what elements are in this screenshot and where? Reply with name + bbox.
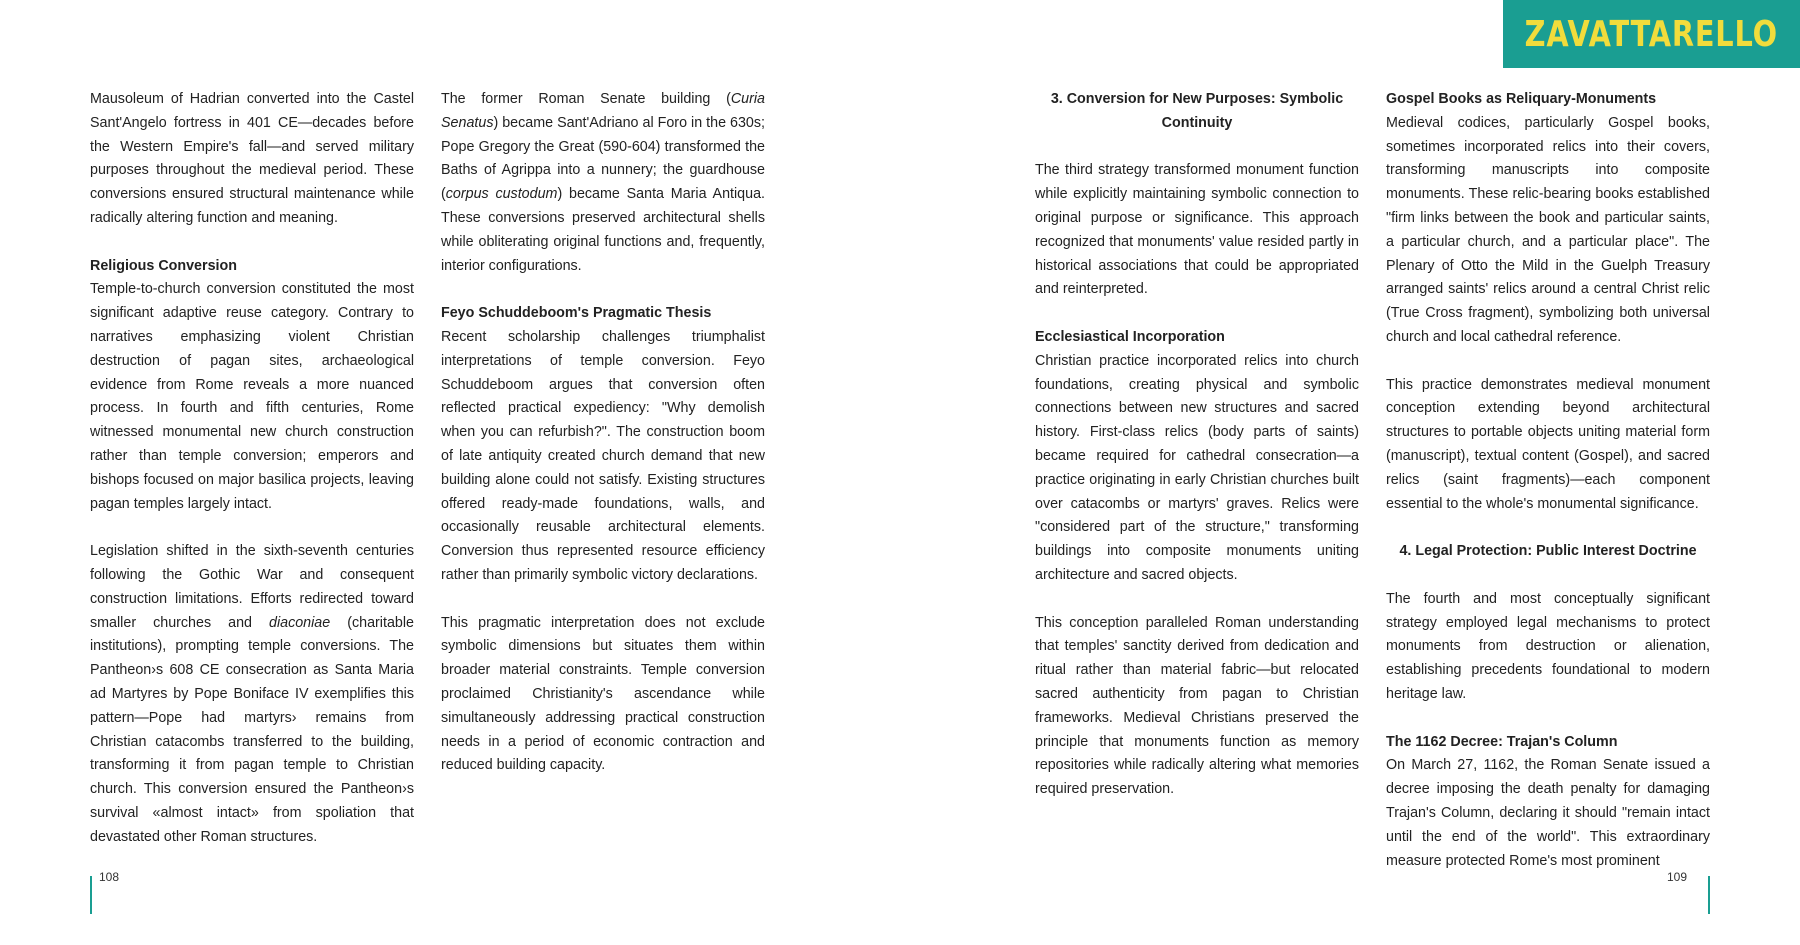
paragraph: This pragmatic interpretation does not exclude symbolic dimensions but situates them within broader material constraints. Temple conversion proclaimed Christianity's ascendance while simultaneously addressing practical construction needs in a period of economic contraction and reduced building capacity. [441,614,765,774]
section-heading: 4. Legal Protection: Public Interest Doctrine [1399,543,1697,560]
paragraph: Recent scholarship challenges triumphalist interpretations of temple conversion. Feyo Schuddeboom argues that conversion often reflected practical expediency: "Why demolish when you can refurbish?". The construction boom of late antiquity created church demand that new building alone could not satisfy. Existing structures offered ready-made foundations, walls, and occasionally reusable architectural elements. Conversion thus represented resource efficiency rather than primarily symbolic victory declarations. [441,328,765,583]
paragraph: Medieval codices, particularly Gospel books, sometimes incorporated relics into their covers, transforming manuscripts into composite monuments. These relic-bearing books established "firm links between the book and particular saints, a particular church, and a particular place". The Plenary of Otto the Mild in the Guelph Treasury arranged saints' relics around a central Christ relic (True Cross fragment), symbolizing both universal church and local cathedral reference. [1386,114,1710,345]
section-heading: Ecclesiastical Incorporation [1035,328,1225,345]
text-run: The former Roman Senate building ( [441,91,731,107]
paragraph: Temple-to-church conversion constituted the most significant adaptive reuse category. Contrary to narratives emphasizing violent Christian destruction of pagan sites, archaeological evidence from Rome reveals a more nuanced process. In fourth and fifth centuries, Rome witnessed monumental new church construction rather than temple conversion; emperors and bishops focused on major basilica projects, leaving pagan temples largely intact. [90,281,414,512]
column-1 [90,88,414,850]
brand-title: ZAVATTARELLO [1524,13,1779,55]
page-number-right: 109 [1667,870,1688,884]
section-heading: 3. Conversion for New Purposes: Symbolic Continuity [1050,91,1344,131]
italic-term: Curia Senatus [441,91,765,131]
paragraph: Christian practice incorporated relics into church foundations, creating physical and symbolic connections between new structures and sacred history. First-class relics (body parts of saints) became required for cathedral consecration—a practice originating in early Christian churches built over catacombs or martyrs' graves. Relics were "considered part of the structure," transforming buildings into composite monuments uniting architecture and sacred objects. [1035,352,1359,583]
text-run: ) became Sant'Adriano al Foro in the 630s; Pope Gregory the Great (590-604) transformed the Baths of Agrippa into a nunnery; the guardhouse ( [441,114,765,203]
section-heading: The 1162 Decree: Trajan's Column [1386,733,1618,750]
column-4 [1386,88,1710,873]
section-heading: Feyo Schuddeboom's Pragmatic Thesis [441,305,712,322]
paragraph: Mausoleum of Hadrian converted into the Castel Sant'Angelo fortress in 401 CE—decades before the Western Empire's fall—and served military purposes throughout the medieval period. These conversions ensured structural maintenance while radically altering function and meaning. [90,91,414,226]
paragraph: The fourth and most conceptually significant strategy employed legal mechanisms to protect monuments from destruction or alienation, establishing precedents foundational to modern heritage law. [1386,590,1710,702]
column-2 [441,88,765,778]
text-run: Legislation shifted in the sixth-seventh centuries following the Gothic War and consequent construction limitations. Efforts redirected toward smaller churches and [90,543,414,631]
paragraph [441,88,765,278]
paragraph: This practice demonstrates medieval monument conception extending beyond architectural structures to portable objects uniting material form (manuscript), textual content (Gospel), and sacred relics (saint fragments)—each component essential to the whole's monumental significance. [1386,376,1710,512]
paragraph: On March 27, 1162, the Roman Senate issued a decree imposing the death penalty for damaging Trajan's Column, declaring it should "remain intact until the end of the world". This extraordinary measure protected Rome's most prominent [1386,757,1710,869]
text-run: ) became Santa Maria Antiqua. These conversions preserved architectural shells while obliterating original functions and, frequently, interior configurations. [441,186,765,274]
italic-term: diaconiae [269,614,331,631]
paragraph: This conception paralleled Roman understanding that temples' sanctity derived from dedication and ritual rather than material fabric—but relocated sacred authenticity from pagan to Christian frameworks. Medieval Christians preserved the principle that monuments function as memory repositories while radically altering what memories required preservation. [1035,614,1359,798]
italic-term: corpus custodum [445,186,558,203]
section-heading: Gospel Books as Reliquary-Monuments [1386,91,1657,107]
paragraph: The third strategy transformed monument function while explicitly maintaining symbolic connection to original purpose or significance. This approach recognized that monuments' value resided partly in historical associations that could be appropriated and reinterpreted. [1035,162,1359,298]
text-run: (charitable institutions), prompting temple conversions. The Pantheon›s 608 CE consecration as Santa Maria ad Martyres by Pope Boniface IV exemplifies this pattern—Pope had martyrs› remains from Christian catacombs transferred to the building, transforming it from pagan temple to Christian church. This conversion ensured the Pantheon›s survival «almost intact» from spoliation that devastated other Roman structures. [90,614,414,845]
page-number-rule-left [90,876,92,914]
brand-banner [1503,0,1800,68]
paragraph [90,540,414,849]
section-heading: Religious Conversion [90,257,237,274]
column-3 [1035,88,1359,802]
page-number-rule-right [1708,876,1710,914]
page-number-left: 108 [99,870,120,884]
